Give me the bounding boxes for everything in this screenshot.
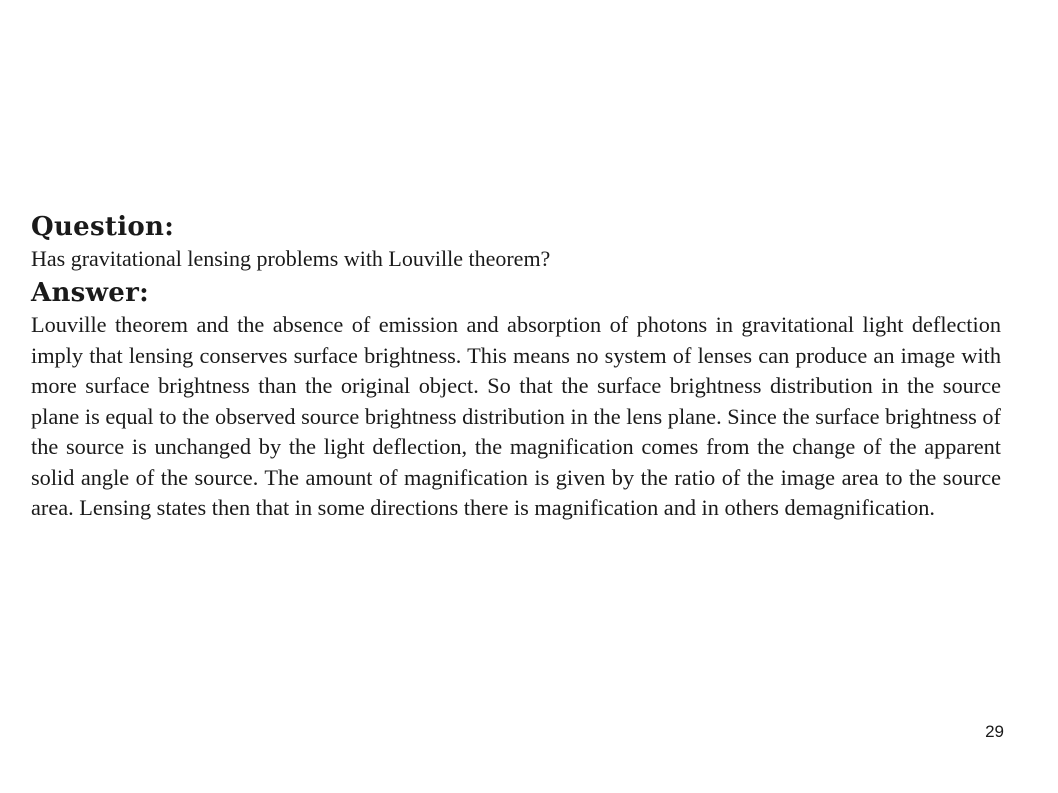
answer-heading: Answer: [31,278,150,308]
question-heading: Question: [31,212,175,242]
question-text: Has gravitational lensing problems with Louville theorem? [31,246,551,271]
answer-text: Louville theorem and the absence of emission and absorption of photons in gravitational light deflection imply that lensing conserves surface brightness. This means no system of lenses can produce an image with more surface brightness than the original object. So that the surface brightness distribution in the source plane is equal to the observed source brightness distribution in the lens plane. Since the surface brightness of the source is unchanged by the light deflection, the magnification comes from the change of the apparent solid angle of the source. The amount of magnification is given by the ratio of the image area to the source area. Lensing states then that in some directions there is magnification and in others demagnification. [31,312,1001,520]
page-number: 29 [985,722,1004,741]
slide-content [31,210,1001,524]
